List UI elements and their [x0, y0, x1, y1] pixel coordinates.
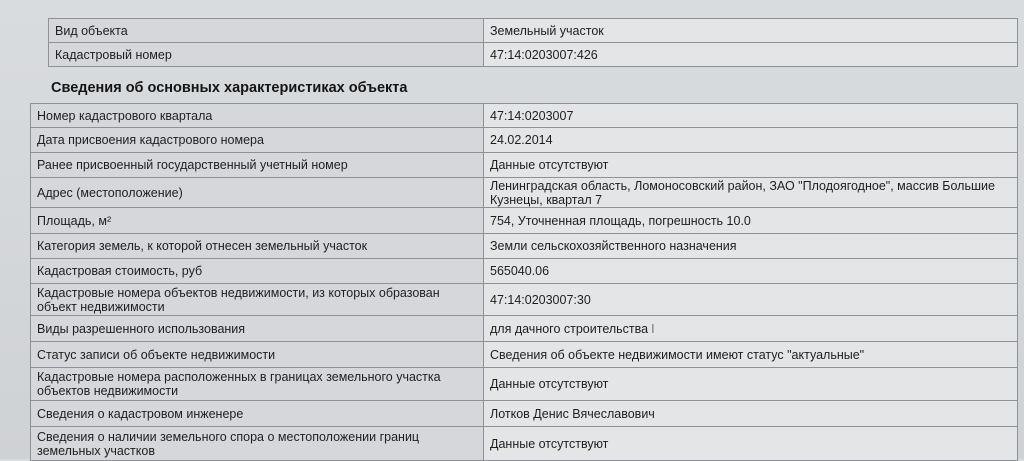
row-label-permitted-use: Виды разрешенного использования	[31, 316, 484, 342]
table-row	[31, 284, 1018, 316]
row-value-cadastral-value: 565040.06	[484, 259, 1018, 284]
table-row	[31, 401, 1018, 427]
table-row	[31, 427, 1018, 461]
table-row	[31, 104, 1018, 128]
row-label-area: Площадь, м²	[31, 208, 484, 234]
row-label-object-type: Вид объекта	[49, 19, 484, 43]
row-value-cadastral-number: 47:14:0203007:426	[484, 43, 1018, 67]
row-label-land-dispute: Сведения о наличии земельного спора о местоположении границ земельных участков	[31, 427, 484, 461]
row-value-land-category: Земли сельскохозяйственного назначения	[484, 234, 1018, 259]
row-value-record-status: Сведения об объекте недвижимости имеют статус "актуальные"	[484, 342, 1018, 368]
table-row	[31, 316, 1018, 342]
object-summary-table	[48, 18, 1018, 67]
row-label-assignment-date: Дата присвоения кадастрового номера	[31, 128, 484, 153]
table-row	[31, 368, 1018, 401]
row-label-record-status: Статус записи об объекте недвижимости	[31, 342, 484, 368]
row-value-quarter-number: 47:14:0203007	[484, 104, 1018, 128]
object-characteristics-table	[30, 103, 1018, 461]
row-value-source-objects: 47:14:0203007:30	[484, 284, 1018, 316]
table-row	[31, 128, 1018, 153]
row-label-source-objects: Кадастровые номера объектов недвижимости, из которых образован объект недвижимости	[31, 284, 484, 316]
row-value-assignment-date: 24.02.2014	[484, 128, 1018, 153]
table-row	[31, 178, 1018, 208]
row-value-previous-number: Данные отсутствуют	[484, 153, 1018, 178]
row-value-address: Ленинградская область, Ломоносовский район, ЗАО "Плодоягодное", массив Большие Кузнецы, квартал 7	[484, 178, 1018, 208]
row-label-address: Адрес (местоположение)	[31, 178, 484, 208]
permitted-use-text: для дачного строительства	[490, 321, 649, 336]
table-row	[31, 342, 1018, 368]
row-label-previous-number: Ранее присвоенный государственный учетный номер	[31, 153, 484, 178]
row-value-land-dispute: Данные отсутствуют	[484, 427, 1018, 461]
row-value-area: 754, Уточненная площадь, погрешность 10.0	[484, 208, 1018, 234]
row-value-permitted-use	[484, 316, 1018, 342]
row-label-located-objects: Кадастровые номера расположенных в границах земельного участка объектов недвижимости	[31, 368, 484, 401]
table-row	[31, 153, 1018, 178]
row-label-cadastral-value: Кадастровая стоимость, руб	[31, 259, 484, 284]
text-cursor-icon: I	[651, 321, 655, 336]
row-label-cadastral-engineer: Сведения о кадастровом инженере	[31, 401, 484, 427]
row-label-land-category: Категория земель, к которой отнесен земельный участок	[31, 234, 484, 259]
section-title: Сведения об основных характеристиках объекта	[51, 80, 408, 96]
table-row	[49, 19, 1018, 43]
table-row	[31, 259, 1018, 284]
row-value-object-type: Земельный участок	[484, 19, 1018, 43]
row-value-cadastral-engineer: Лотков Денис Вячеславович	[484, 401, 1018, 427]
table-row	[31, 234, 1018, 259]
table-row	[49, 43, 1018, 67]
row-value-located-objects: Данные отсутствуют	[484, 368, 1018, 401]
table-row	[31, 208, 1018, 234]
row-label-cadastral-number: Кадастровый номер	[49, 43, 484, 67]
row-label-quarter-number: Номер кадастрового квартала	[31, 104, 484, 128]
